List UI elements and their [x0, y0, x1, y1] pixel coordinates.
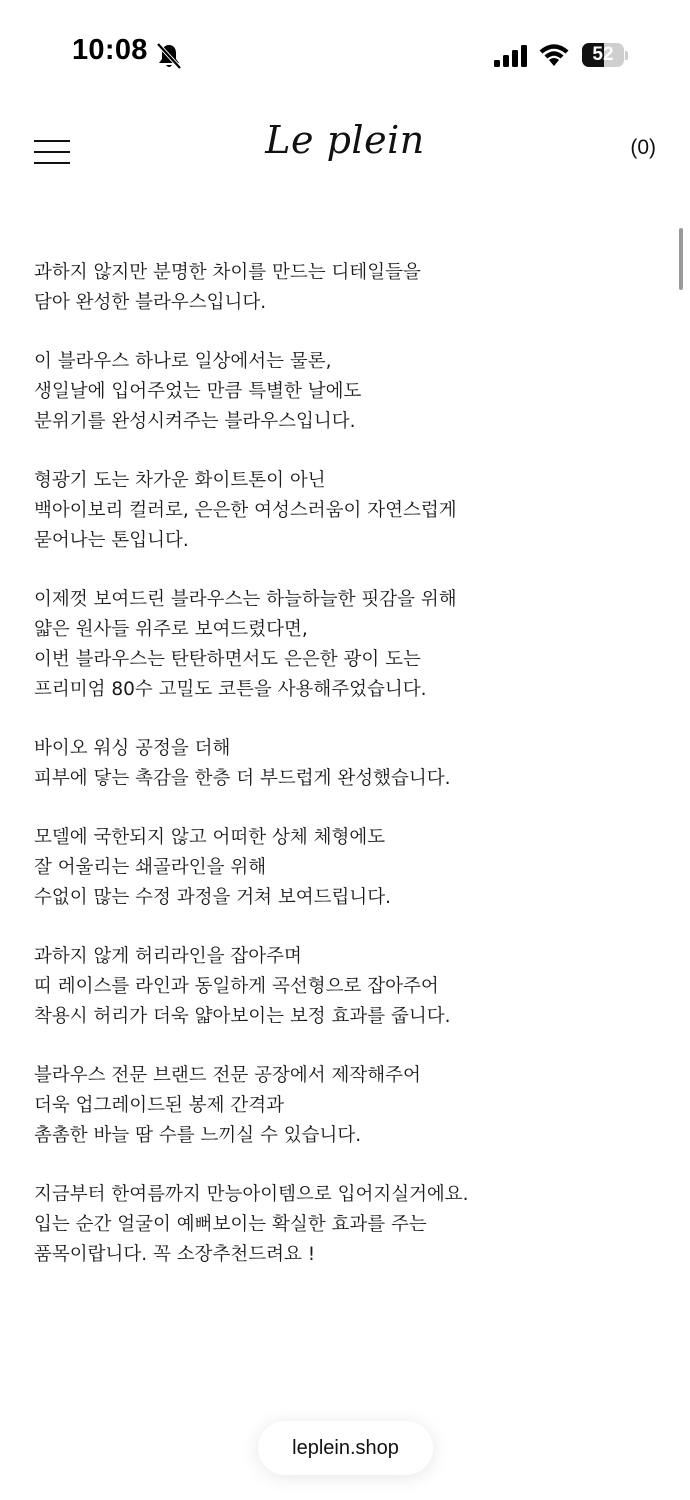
- description-paragraph: [34, 1061, 654, 1151]
- description-line: 과하지 않게 허리라인을 잡아주며: [34, 946, 302, 967]
- brand-logo[interactable]: Le plein: [265, 118, 425, 162]
- description-paragraph: [34, 258, 654, 318]
- description-paragraph: [34, 823, 654, 913]
- description-line: 블라우스 전문 브랜드 전문 공장에서 제작해주어: [34, 1065, 421, 1086]
- scroll-indicator[interactable]: [679, 228, 683, 290]
- description-line: 담아 완성한 블라우스입니다.: [34, 292, 267, 313]
- description-paragraph: [34, 942, 654, 1032]
- status-time: 10:08: [72, 34, 148, 66]
- description-line: 이제껏 보여드린 블라우스는 하늘하늘한 핏감을 위해: [34, 589, 457, 610]
- description-paragraph: [34, 734, 654, 794]
- description-line: 모델에 국한되지 않고 어떠한 상체 체형에도: [34, 827, 386, 848]
- wifi-icon: [538, 42, 570, 66]
- description-line: 과하지 않지만 분명한 차이를 만드는 디테일들을: [34, 262, 421, 283]
- description-line: 잘 어울리는 쇄골라인을 위해: [34, 857, 267, 878]
- address-bar-pill[interactable]: leplein.shop: [258, 1421, 433, 1475]
- battery-cap: [625, 51, 628, 60]
- description-line: 이번 블라우스는 탄탄하면서도 은은한 광이 도는: [34, 649, 421, 670]
- description-line: 입는 순간 얼굴이 예뻐보이는 확실한 효과를 주는: [34, 1214, 427, 1235]
- description-line: 더욱 업그레이드된 봉제 간격과: [34, 1095, 284, 1116]
- description-line: 피부에 닿는 촉감을 한층 더 부드럽게 완성했습니다.: [34, 768, 451, 789]
- description-line: 프리미엄 80수 고밀도 코튼을 사용해주었습니다.: [34, 679, 427, 700]
- battery-body: [582, 43, 624, 67]
- description-paragraph: [34, 1180, 654, 1270]
- description-line: 품목이랍니다. 꼭 소장추천드려요 !: [34, 1244, 316, 1265]
- battery-level: 52: [592, 44, 614, 65]
- description-line: 이 블라우스 하나로 일상에서는 물론,: [34, 351, 332, 372]
- status-bar: [0, 0, 690, 110]
- description-line: 분위기를 완성시켜주는 블라우스입니다.: [34, 411, 356, 432]
- description-line: 수없이 많는 수정 과정을 거쳐 보여드립니다.: [34, 887, 391, 908]
- bell-off-icon: [156, 42, 182, 70]
- description-line: 촘촘한 바늘 땀 수를 느끼실 수 있습니다.: [34, 1125, 362, 1146]
- description-paragraph: [34, 466, 654, 556]
- site-header: [0, 110, 690, 190]
- description-line: 묻어나는 톤입니다.: [34, 530, 189, 551]
- description-line: 지금부터 한여름까지 만능아이템으로 입어지실거에요.: [34, 1184, 469, 1205]
- description-line: 착용시 허리가 더욱 얇아보이는 보정 효과를 줍니다.: [34, 1006, 451, 1027]
- product-description: [34, 258, 654, 1299]
- description-line: 생일날에 입어주었는 만큼 특별한 날에도: [34, 381, 362, 402]
- description-paragraph: [34, 585, 654, 705]
- signal-icon: [494, 45, 528, 67]
- description-line: 백아이보리 컬러로, 은은한 여성스러움이 자연스럽게: [34, 500, 457, 521]
- description-line: 띠 레이스를 라인과 동일하게 곡선형으로 잡아주어: [34, 976, 439, 997]
- description-paragraph: [34, 347, 654, 437]
- description-line: 바이오 워싱 공정을 더해: [34, 738, 231, 759]
- battery-icon: [582, 43, 628, 69]
- cart-count-button[interactable]: (0): [630, 136, 656, 159]
- description-line: 형광기 도는 차가운 화이트톤이 아닌: [34, 470, 326, 491]
- description-line: 얇은 원사들 위주로 보여드렸다면,: [34, 619, 308, 640]
